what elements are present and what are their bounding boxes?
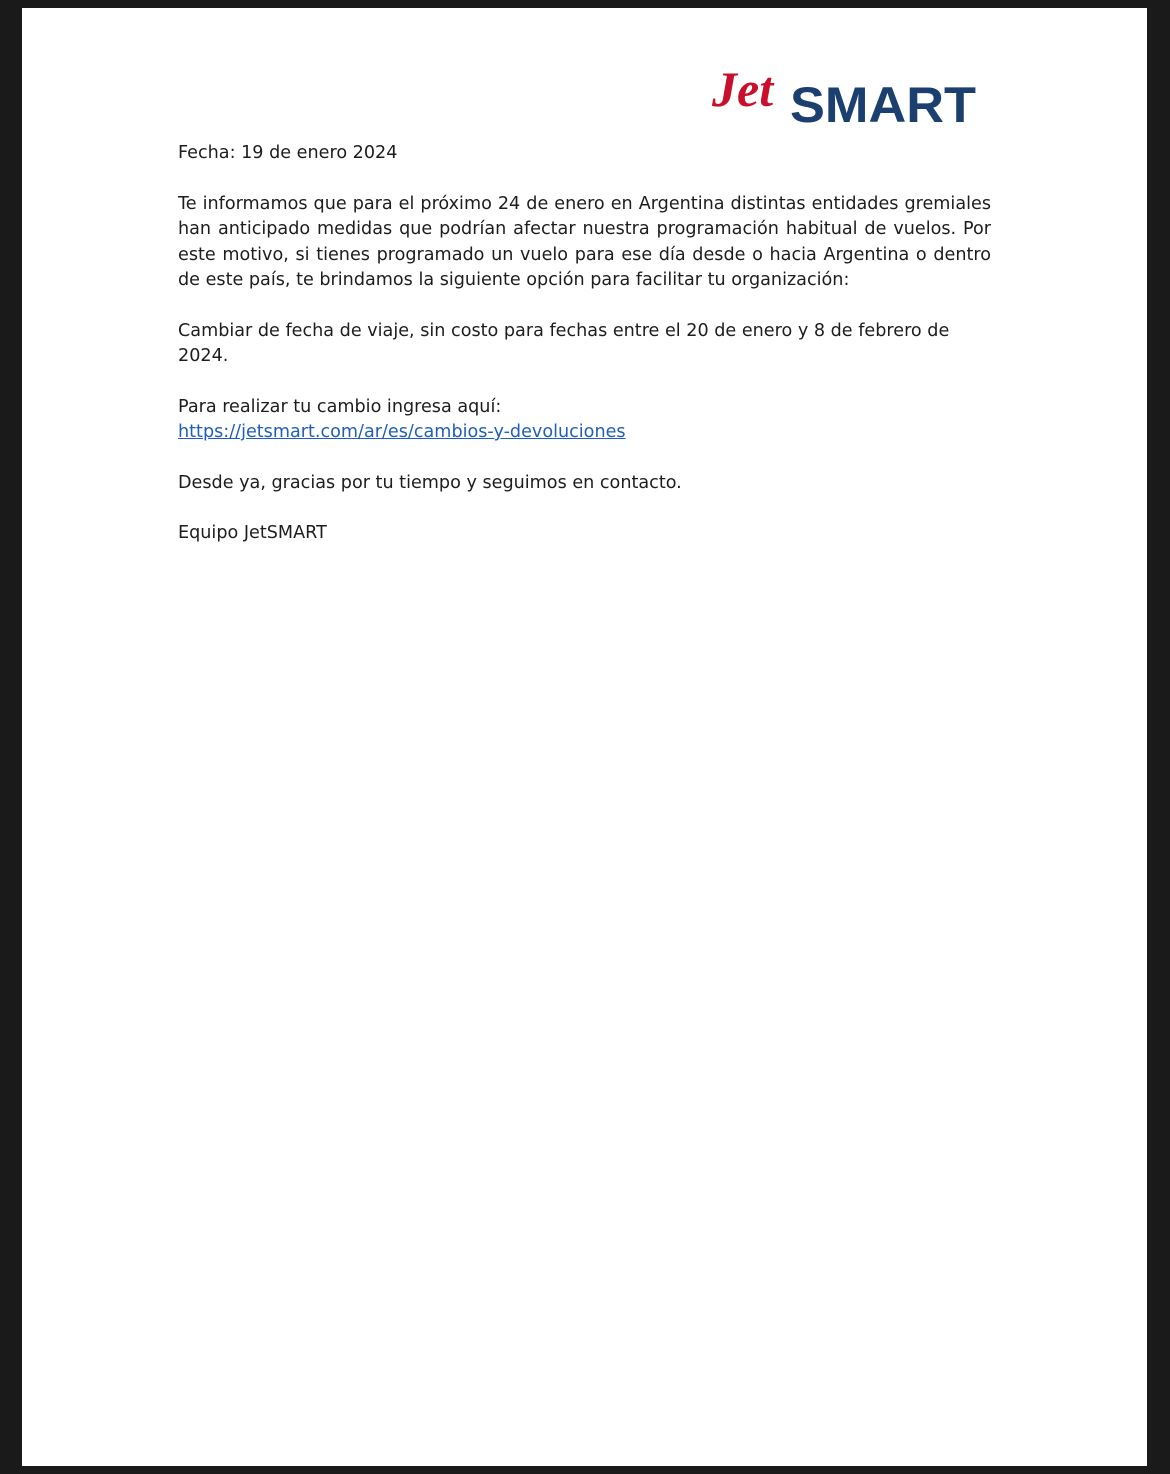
logo-jet-text: Jet: [712, 61, 774, 117]
letter-intro-paragraph: Te informamos que para el próximo 24 de enero en Argentina distintas entidades gremiales han anticipado medidas que podrían afectar nuestra programación habitual de vuelos. Por este motivo, si tienes programado un vuelo para ese día desde o hacia Argentina o dentro de este país, te brindamos la siguiente opción para facilitar tu organización:: [178, 193, 991, 290]
change-link-line: [178, 420, 991, 446]
change-link[interactable]: https://jetsmart.com/ar/es/cambios-y-devoluciones: [178, 422, 626, 442]
letter-signature: Equipo JetSMART: [178, 523, 327, 543]
letter-date: Fecha: 19 de enero 2024: [178, 143, 398, 163]
logo-smart-text: SMART: [790, 77, 976, 126]
document-page: [22, 8, 1147, 1466]
letter-option: Cambiar de fecha de viaje, sin costo para fechas entre el 20 de enero y 8 de febrero de 2024.: [178, 320, 950, 366]
letter-change-prompt: Para realizar tu cambio ingresa aquí:: [178, 396, 502, 417]
jetsmart-logo: [710, 54, 980, 126]
letter-closing: Desde ya, gracias por tu tiempo y seguimos en contacto.: [178, 472, 682, 493]
letter-body: [178, 141, 991, 547]
